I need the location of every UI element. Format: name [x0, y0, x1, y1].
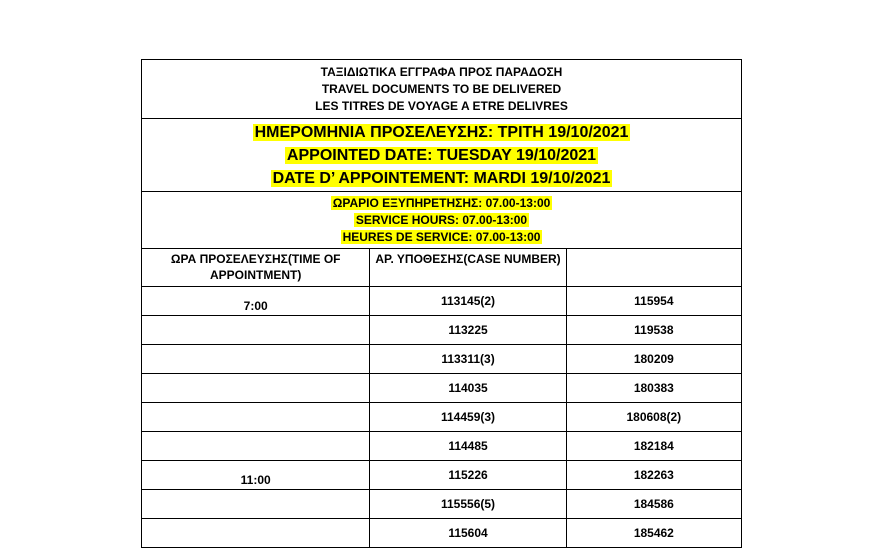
table-row: [142, 461, 742, 490]
case-number-cell: 180383: [566, 374, 741, 403]
case-number-cell: 113145(2): [370, 287, 566, 316]
date-french: DATE D’ APPOINTEMENT: MARDI 19/10/2021: [272, 169, 611, 187]
title-greek: ΤΑΞΙΔΙΩΤΙΚΑ ΕΓΓΡΑΦΑ ΠΡΟΣ ΠΑΡΑΔΟΣΗ: [320, 64, 563, 79]
table-row: [142, 287, 742, 316]
time-cell: [142, 316, 370, 345]
case-number-cell: 115226: [370, 461, 566, 490]
time-cell: [142, 490, 370, 519]
table-row: [142, 345, 742, 374]
time-cell: [142, 345, 370, 374]
case-number-cell: 114459(3): [370, 403, 566, 432]
table-row: [142, 403, 742, 432]
case-number-cell: 115556(5): [370, 490, 566, 519]
case-number-cell: 119538: [566, 316, 741, 345]
time-cell: 11:00: [142, 461, 370, 490]
table-row: [142, 432, 742, 461]
case-number-cell: 185462: [566, 519, 741, 548]
appointment-date: [142, 119, 742, 192]
column-header-time: ΩΡΑ ΠΡΟΣΕΛΕΥΣΗΣ(TIME OF APPOINTMENT): [142, 249, 370, 287]
column-header-row: [142, 249, 742, 287]
title-english: TRAVEL DOCUMENTS TO BE DELIVERED: [321, 81, 562, 96]
table-row: [142, 519, 742, 548]
table-row: [142, 374, 742, 403]
case-number-cell: 113225: [370, 316, 566, 345]
table-row: [142, 316, 742, 345]
hours-english: SERVICE HOURS: 07.00-13:00: [355, 212, 528, 227]
hours-french: HEURES DE SERVICE: 07.00-13:00: [342, 229, 541, 244]
date-greek: ΗΜΕΡΟΜΗΝΙΑ ΠΡΟΣΕΛΕΥΣΗΣ: ΤΡΙΤΗ 19/10/2021: [254, 123, 629, 141]
case-number-cell: 184586: [566, 490, 741, 519]
travel-documents-table: [141, 59, 742, 548]
time-cell: [142, 374, 370, 403]
service-hours: [142, 192, 742, 249]
time-cell: [142, 519, 370, 548]
case-number-cell: 180608(2): [566, 403, 741, 432]
time-cell: 7:00: [142, 287, 370, 316]
case-number-cell: 180209: [566, 345, 741, 374]
hours-greek: ΩΡΑΡΙΟ ΕΞΥΠΗΡΕΤΗΣΗΣ: 07.00-13:00: [332, 195, 551, 210]
time-cell: [142, 403, 370, 432]
case-number-cell: 114485: [370, 432, 566, 461]
case-number-cell: 115604: [370, 519, 566, 548]
column-header-case: ΑΡ. ΥΠΟΘΕΣΗΣ(CASE NUMBER): [370, 249, 566, 287]
case-number-cell: 114035: [370, 374, 566, 403]
table-row: [142, 490, 742, 519]
date-english: APPOINTED DATE: TUESDAY 19/10/2021: [286, 146, 597, 164]
case-number-cell: 113311(3): [370, 345, 566, 374]
document-title: [142, 60, 742, 119]
column-header-extra: [566, 249, 741, 287]
document-page: [141, 59, 742, 548]
title-french: LES TITRES DE VOYAGE A ETRE DELIVRES: [315, 98, 568, 113]
time-cell: [142, 432, 370, 461]
case-number-cell: 115954: [566, 287, 741, 316]
case-number-cell: 182263: [566, 461, 741, 490]
case-number-cell: 182184: [566, 432, 741, 461]
